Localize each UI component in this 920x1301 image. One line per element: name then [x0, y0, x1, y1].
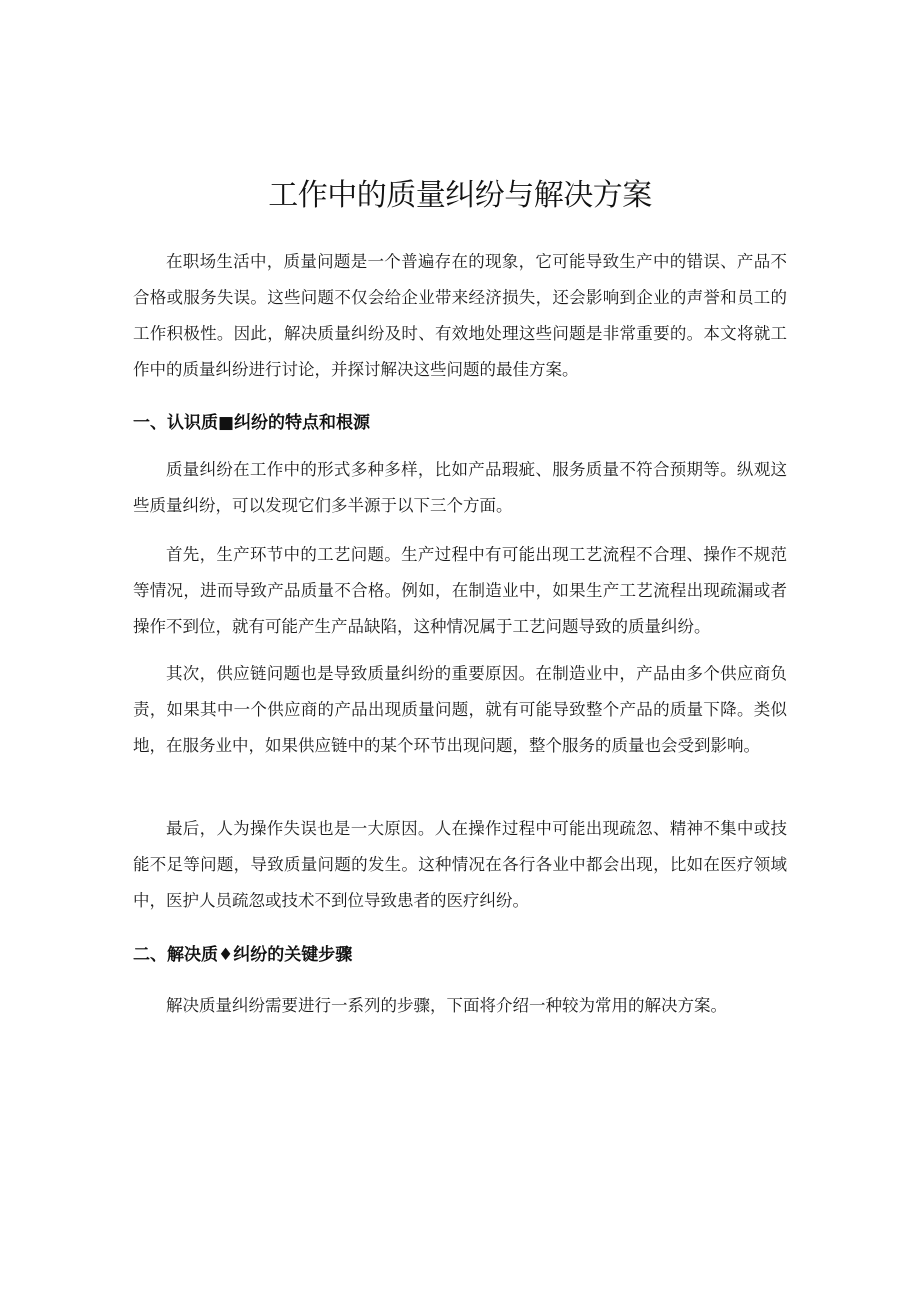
section-2-heading: 二、解决质♦纠纷的关键步骤	[133, 945, 353, 965]
document-title: 工作中的质量纠纷与解决方案	[268, 178, 652, 213]
section-1-paragraph-4: 最后，人为操作失误也是一大原因。人在操作过程中可能出现疏忽、精神不集中或技能不足等问题，导致质量问题的发生。这种情况在各行各业中都会出现，比如在医疗领域中，医护人员疏忽或技术不到位导致患者的医疗纠纷。	[133, 819, 787, 910]
intro-paragraph: 在职场生活中，质量问题是一个普遍存在的现象，它可能导致生产中的错误、产品不合格或服务失误。这些问题不仅会给企业带来经济损失，还会影响到企业的声誉和员工的工作积极性。因此，解决质量纠纷及时、有效地处理这些问题是非常重要的。本文将就工作中的质量纠纷进行讨论，并探讨解决这些问题的最佳方案。	[133, 252, 787, 379]
section-1-paragraph-2: 首先，生产环节中的工艺问题。生产过程中有可能出现工艺流程不合理、操作不规范等情况，进而导致产品质量不合格。例如，在制造业中，如果生产工艺流程出现疏漏或者操作不到位，就有可能产生产品缺陷，这种情况属于工艺问题导致的质量纠纷。	[133, 545, 787, 636]
section-1-paragraph-3: 其次，供应链问题也是导致质量纠纷的重要原因。在制造业中，产品由多个供应商负责，如果其中一个供应商的产品出现质量问题，就有可能导致整个产品的质量下降。类似地，在服务业中，如果供应链中的某个环节出现问题，整个服务的质量也会受到影响。	[133, 664, 787, 755]
section-2-paragraph-1: 解决质量纠纷需要进行一系列的步骤，下面将介绍一种较为常用的解决方案。	[166, 996, 727, 1015]
section-1-heading: 一、认识质■纠纷的特点和根源	[133, 413, 371, 433]
section-1-paragraph-1: 质量纠纷在工作中的形式多种多样，比如产品瑕疵、服务质量不符合预期等。纵观这些质量纠纷，可以发现它们多半源于以下三个方面。	[133, 460, 787, 515]
